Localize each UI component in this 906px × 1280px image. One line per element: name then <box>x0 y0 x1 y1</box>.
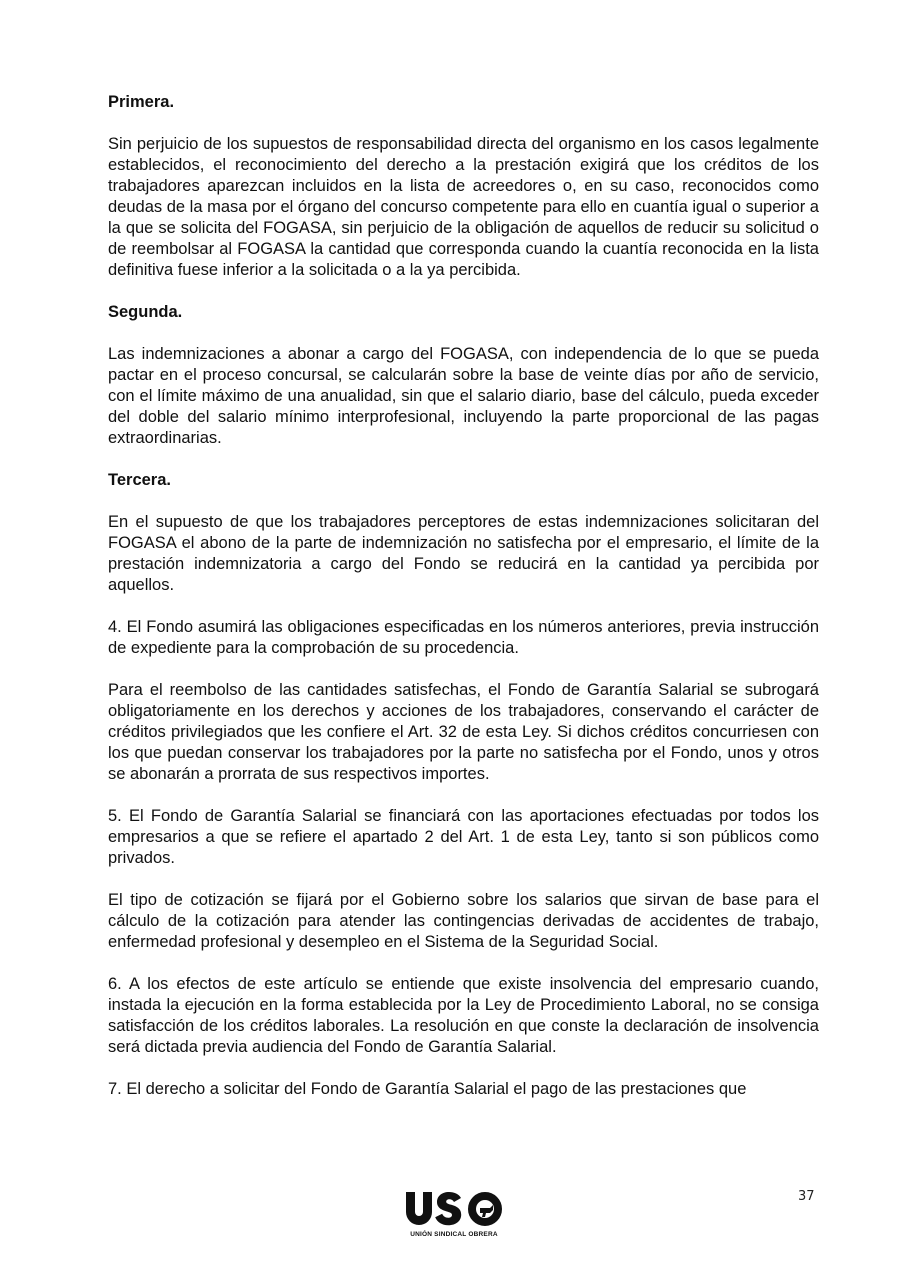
paragraph: El tipo de cotización se fijará por el Gobierno sobre los salarios que sirvan de base para el cálculo de la cotización para atender las contingencias derivadas de accidentes de trabajo, enfermedad profesional y desempleo en el Sistema de la Seguridad Social. <box>108 891 819 951</box>
paragraph: Para el reembolso de las cantidades satisfechas, el Fondo de Garantía Salarial se subrogará obligatoriamente en los derechos y acciones de los trabajadores, conservando el carácter de créditos privilegiados que les confiere el Art. 32 de esta Ley. Si dichos créditos concurriesen con los que puedan conservar los trabajadores por la parte no satisfecha por el Fondo, unos y otros se abonarán a prorrata de sus respectivos importes. <box>108 681 819 783</box>
uso-logo <box>404 1188 504 1240</box>
paragraph: En el supuesto de que los trabajadores perceptores de estas indemnizaciones solicitaran del FOGASA el abono de la parte de indemnización no satisfecha por el empresario, el límite de la prestación indemnizatoria a cargo del Fondo se reducirá en la cantidad ya percibida por aquellos. <box>108 513 819 594</box>
logo-letter-s <box>435 1192 461 1225</box>
logo-caption: UNIÓN SINDICAL OBRERA <box>410 1231 498 1238</box>
paragraph: Sin perjuicio de los supuestos de responsabilidad directa del organismo en los casos legalmente establecidos, el reconocimiento del derecho a la prestación exigirá que los créditos de los trabajadores aparezcan incluidos en la lista de acreedores o, en su caso, reconocidos como deudas de la masa por el órgano del concurso competente para ello en cuantía igual o superior a la que se solicita del FOGASA, sin perjuicio de la obligación de aquellos de reducir su solicitud o de reembolsar al FOGASA la cantidad que corresponda cuando la cuantía reconocida en la lista definitiva fuese inferior a la solicitada o a la ya percibida. <box>108 135 819 279</box>
page-number: 37 <box>798 1189 815 1204</box>
paragraph: Las indemnizaciones a abonar a cargo del FOGASA, con independencia de lo que se pueda pactar en el proceso concursal, se calcularán sobre la base de veinte días por año de servicio, con el límite máximo de una anualidad, sin que el salario diario, base del cálculo, pueda exceder del doble del salario mínimo interprofesional, incluyendo la parte proporcional de las pagas extraordinarias. <box>108 345 819 447</box>
logo-hand-icon <box>480 1205 493 1217</box>
paragraph: 4. El Fondo asumirá las obligaciones especificadas en los números anteriores, previa instrucción de expediente para la comprobación de su procedencia. <box>108 618 819 657</box>
heading-tercera: Tercera. <box>108 471 171 489</box>
logo-letter-u <box>406 1192 432 1225</box>
paragraph: 5. El Fondo de Garantía Salarial se financiará con las aportaciones efectuadas por todos los empresarios a que se refiere el apartado 2 del Art. 1 de esta Ley, tanto si son públicos como privados. <box>108 807 819 867</box>
heading-primera: Primera. <box>108 93 175 111</box>
document-body <box>108 92 819 1121</box>
paragraph: 6. A los efectos de este artículo se entiende que existe insolvencia del empresario cuando, instada la ejecución en la forma establecida por la Ley de Procedimiento Laboral, no se consiga satisfacción de los créditos laborales. La resolución en que conste la declaración de insolvencia será dictada previa audiencia del Fondo de Garantía Salarial. <box>108 975 819 1056</box>
heading-segunda: Segunda. <box>108 303 183 321</box>
paragraph: 7. El derecho a solicitar del Fondo de Garantía Salarial el pago de las prestaciones que <box>108 1080 747 1098</box>
